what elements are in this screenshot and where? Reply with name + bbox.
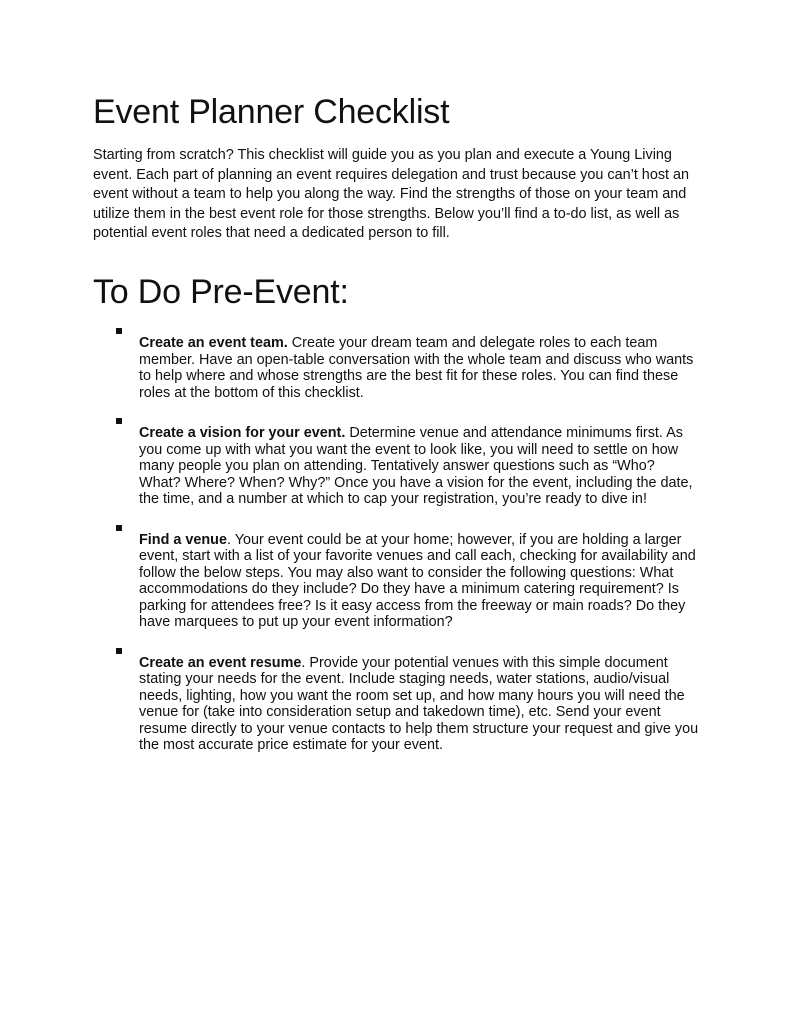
square-bullet-icon [116, 418, 122, 424]
list-item [0, 322, 699, 401]
document-title: Event Planner Checklist [93, 93, 450, 131]
square-bullet-icon [116, 328, 122, 334]
list-item-text [139, 322, 699, 401]
list-item-text [139, 642, 699, 754]
list-item [0, 412, 699, 508]
list-item-body: Determine venue and attendance minimums first. As you come up with what you want the event to look like, you will need to settle on how many people you plan on attending. Tentatively answer questions such as “Who? What? Where? When? Why?” Once you have a vision for the event, including the date, the time, and a number at which to cap your registration, you’re ready to dive in! [139, 425, 693, 507]
list-item [0, 519, 699, 631]
list-item-body: Create your dream team and delegate roles to each team member. Have an open-table conversation with the whole team and discuss who wants to help where and whose strengths are the best fit for these roles. You can find these roles at the bottom of this checklist. [139, 335, 694, 401]
list-item [0, 642, 699, 754]
intro-paragraph: Starting from scratch? This checklist will guide you as you plan and execute a Young Living event. Each part of planning an event requires delegation and trust because you can’t host an event without a team to help you along the way. Find the strengths of those on your team and utilize them in the best event role for those strengths. Below you’ll find a to-do list, as well as potential event roles that need a dedicated person to fill. [93, 147, 690, 241]
list-item-body: . Your event could be at your home; however, if you are holding a larger event, start with a list of your favorite venues and call each, checking for availability and follow the below steps. You may also want to consider the following questions: What accommodations do they include? Do they have a minimum catering requirement? Is parking for attendees free? Is it easy access from the freeway or main roads? Do they have marquees to put up your event information? [139, 531, 696, 630]
list-item-heading: Find a venue [139, 531, 227, 548]
list-item-heading: Create an event team. [139, 335, 288, 351]
list-item-heading: Create an event resume [139, 654, 302, 671]
square-bullet-icon [116, 525, 122, 531]
list-item-body: . Provide your potential venues with this simple document stating your needs for the event. Include staging needs, water stations, audio/visual needs, lighting, how you want the room set up, and how many hours you will need the venue for (take into consideration setup and takedown time), etc. Send your event resume directly to your venue contacts to help them structure your request and give you the most accurate price estimate for your event. [139, 654, 699, 753]
list-item-heading: Create a vision for your event. [139, 425, 346, 441]
list-item-text [139, 519, 699, 631]
section-heading-pre-event: To Do Pre-Event: [93, 273, 349, 311]
todo-list [0, 322, 790, 754]
square-bullet-icon [116, 648, 122, 654]
list-item-text [139, 412, 699, 508]
